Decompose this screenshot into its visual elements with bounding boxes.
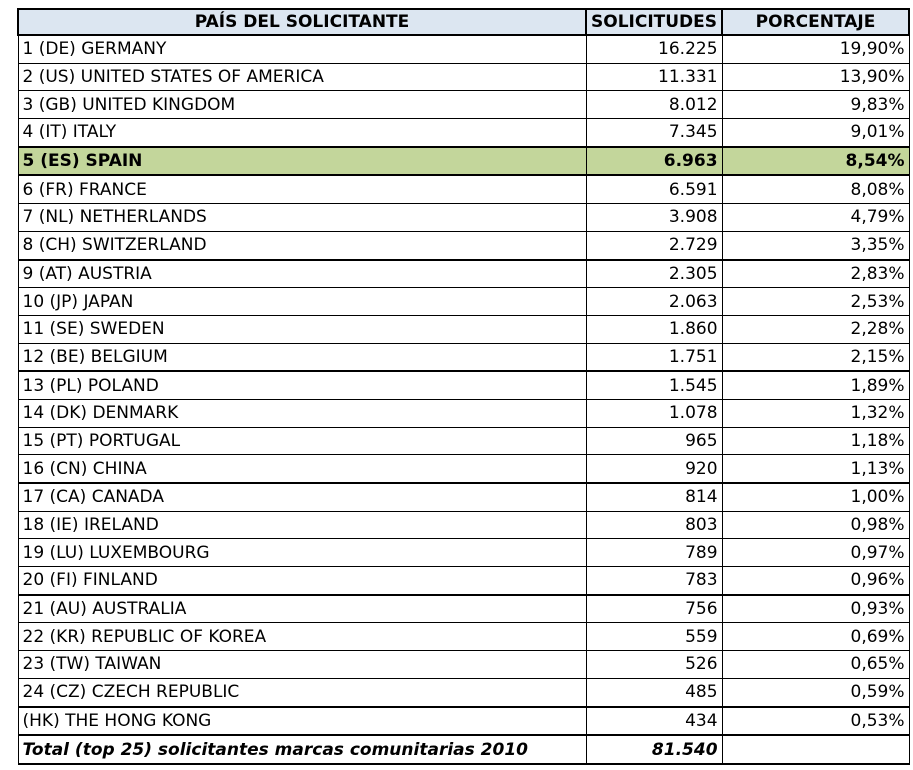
cell-country: 5 (ES) SPAIN	[18, 147, 586, 176]
cell-percentage: 0,97%	[722, 539, 909, 567]
cell-applications: 756	[586, 595, 722, 623]
cell-country: 4 (IT) ITALY	[18, 119, 586, 147]
table-row	[18, 567, 909, 595]
cell-country: 24 (CZ) CZECH REPUBLIC	[18, 678, 586, 706]
cell-applications: 6.963	[586, 147, 722, 176]
cell-country: 13 (PL) POLAND	[18, 371, 586, 399]
cell-applications: 3.908	[586, 204, 722, 232]
table-body	[18, 35, 909, 735]
table-row	[18, 175, 909, 203]
cell-country: (HK) THE HONG KONG	[18, 707, 586, 736]
cell-applications: 2.063	[586, 288, 722, 316]
cell-applications: 16.225	[586, 35, 722, 63]
cell-percentage: 1,89%	[722, 371, 909, 399]
cell-applications: 434	[586, 707, 722, 736]
table-row	[18, 427, 909, 455]
table-row	[18, 678, 909, 706]
cell-country: 14 (DK) DENMARK	[18, 399, 586, 427]
total-applications: 81.540	[586, 735, 722, 764]
cell-country: 3 (GB) UNITED KINGDOM	[18, 91, 586, 119]
cell-country: 22 (KR) REPUBLIC OF KOREA	[18, 623, 586, 651]
cell-applications: 803	[586, 511, 722, 539]
total-label: Total (top 25) solicitantes marcas comunitarias 2010	[18, 735, 586, 764]
cell-applications: 2.305	[586, 260, 722, 288]
cell-country: 2 (US) UNITED STATES OF AMERICA	[18, 63, 586, 91]
cell-percentage: 0,59%	[722, 678, 909, 706]
cell-country: 21 (AU) AUSTRALIA	[18, 595, 586, 623]
cell-applications: 1.860	[586, 315, 722, 343]
cell-percentage: 19,90%	[722, 35, 909, 63]
cell-applications: 789	[586, 539, 722, 567]
cell-percentage: 1,32%	[722, 399, 909, 427]
table-row	[18, 91, 909, 119]
header-applications: SOLICITUDES	[586, 9, 722, 35]
cell-percentage: 0,65%	[722, 651, 909, 679]
cell-percentage: 13,90%	[722, 63, 909, 91]
table-row	[18, 204, 909, 232]
cell-country: 8 (CH) SWITZERLAND	[18, 231, 586, 259]
table-row	[18, 288, 909, 316]
cell-percentage: 4,79%	[722, 204, 909, 232]
table-row	[18, 399, 909, 427]
cell-applications: 485	[586, 678, 722, 706]
cell-percentage: 2,15%	[722, 343, 909, 371]
table-row	[18, 455, 909, 483]
header-row	[18, 9, 909, 35]
cell-applications: 7.345	[586, 119, 722, 147]
cell-country: 20 (FI) FINLAND	[18, 567, 586, 595]
table-row	[18, 260, 909, 288]
cell-percentage: 1,18%	[722, 427, 909, 455]
cell-applications: 1.078	[586, 399, 722, 427]
cell-applications: 965	[586, 427, 722, 455]
table-row	[18, 595, 909, 623]
table-row	[18, 511, 909, 539]
cell-applications: 11.331	[586, 63, 722, 91]
cell-percentage: 3,35%	[722, 231, 909, 259]
cell-country: 7 (NL) NETHERLANDS	[18, 204, 586, 232]
cell-country: 19 (LU) LUXEMBOURG	[18, 539, 586, 567]
cell-applications: 814	[586, 483, 722, 511]
table-row	[18, 707, 909, 736]
cell-country: 17 (CA) CANADA	[18, 483, 586, 511]
cell-country: 11 (SE) SWEDEN	[18, 315, 586, 343]
table-row	[18, 231, 909, 259]
header-percentage: PORCENTAJE	[722, 9, 909, 35]
cell-percentage: 0,96%	[722, 567, 909, 595]
table-row	[18, 483, 909, 511]
table-row	[18, 623, 909, 651]
table-row	[18, 371, 909, 399]
cell-percentage: 0,53%	[722, 707, 909, 736]
cell-country: 6 (FR) FRANCE	[18, 175, 586, 203]
cell-applications: 783	[586, 567, 722, 595]
cell-applications: 559	[586, 623, 722, 651]
cell-percentage: 0,93%	[722, 595, 909, 623]
cell-country: 9 (AT) AUSTRIA	[18, 260, 586, 288]
cell-country: 1 (DE) GERMANY	[18, 35, 586, 63]
cell-applications: 1.545	[586, 371, 722, 399]
table-row	[18, 343, 909, 371]
cell-percentage: 1,13%	[722, 455, 909, 483]
cell-applications: 2.729	[586, 231, 722, 259]
table-row	[18, 35, 909, 63]
cell-country: 23 (TW) TAIWAN	[18, 651, 586, 679]
cell-percentage: 9,83%	[722, 91, 909, 119]
header-country: PAÍS DEL SOLICITANTE	[18, 9, 586, 35]
applicant-country-table	[17, 8, 910, 765]
cell-country: 15 (PT) PORTUGAL	[18, 427, 586, 455]
cell-percentage: 9,01%	[722, 119, 909, 147]
total-row	[18, 735, 909, 764]
total-percentage	[722, 735, 909, 764]
cell-country: 18 (IE) IRELAND	[18, 511, 586, 539]
table-row	[18, 539, 909, 567]
cell-percentage: 2,83%	[722, 260, 909, 288]
table-row	[18, 651, 909, 679]
cell-percentage: 2,28%	[722, 315, 909, 343]
cell-percentage: 8,54%	[722, 147, 909, 176]
cell-applications: 526	[586, 651, 722, 679]
table-row	[18, 147, 909, 176]
cell-country: 10 (JP) JAPAN	[18, 288, 586, 316]
cell-percentage: 0,69%	[722, 623, 909, 651]
cell-country: 16 (CN) CHINA	[18, 455, 586, 483]
table-row	[18, 63, 909, 91]
table-row	[18, 119, 909, 147]
cell-percentage: 2,53%	[722, 288, 909, 316]
cell-applications: 1.751	[586, 343, 722, 371]
cell-applications: 6.591	[586, 175, 722, 203]
cell-percentage: 1,00%	[722, 483, 909, 511]
table-row	[18, 315, 909, 343]
cell-applications: 920	[586, 455, 722, 483]
cell-country: 12 (BE) BELGIUM	[18, 343, 586, 371]
cell-percentage: 0,98%	[722, 511, 909, 539]
cell-applications: 8.012	[586, 91, 722, 119]
cell-percentage: 8,08%	[722, 175, 909, 203]
